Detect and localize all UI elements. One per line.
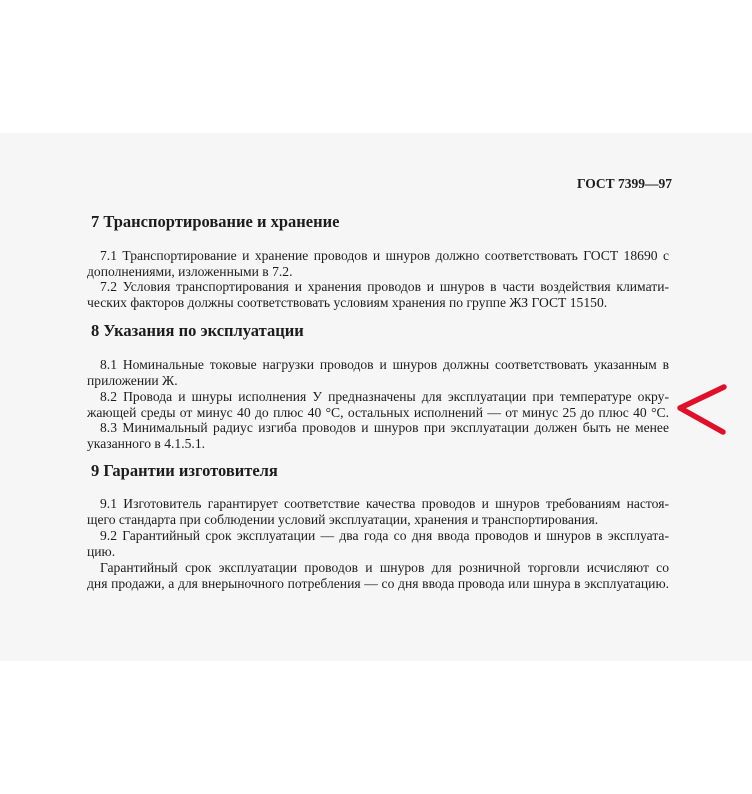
paragraph-line: 9.1 Изготовитель гарантирует соответствие качества проводов и шнуров требованиям настоя-	[100, 496, 669, 511]
paragraph-line: указанного в 4.1.5.1.	[87, 436, 206, 451]
paragraph-line: приложении Ж.	[87, 373, 178, 388]
paragraph-line: 8.1 Номинальные токовые нагрузки проводов и шнуров должны соответствовать указанным в	[100, 357, 669, 372]
paragraph-line: дня продажи, а для внерыночного потребления — со дня ввода провода или шнура в эксплуатацию.	[87, 576, 669, 591]
paragraph-7-1	[87, 248, 669, 280]
paragraph-line: жающей среды от минус 40 до плюс 40 °С, остальных исполнений — от минус 25 до плюс 40 °С.	[87, 405, 669, 420]
paragraph-7-2	[87, 279, 669, 311]
paragraph-8-1	[87, 357, 669, 389]
paragraph-line: щего стандарта при соблюдении условий эксплуатации, хранения и транспортирования.	[87, 512, 599, 527]
paragraph-line: 9.2 Гарантийный срок эксплуатации — два года со дня ввода проводов и шнуров в эксплуата-	[100, 528, 669, 543]
paragraph-line: ческих факторов должны соответствовать условиям хранения по группе ЖЗ ГОСТ 15150.	[87, 295, 608, 310]
paragraph-9-3	[87, 560, 669, 592]
section-8-heading: 8 Указания по эксплуатации	[91, 321, 304, 340]
section-7-heading: 7 Транспортирование и хранение	[91, 212, 340, 231]
paragraph-9-2	[87, 528, 669, 560]
paragraph-line: 7.1 Транспортирование и хранение проводов и шнуров должно соответствовать ГОСТ 18690 с	[100, 248, 669, 263]
paragraph-line: Гарантийный срок эксплуатации проводов и шнуров для розничной торговли исчисляют со	[100, 560, 669, 575]
paragraph-8-3	[87, 420, 669, 452]
section-9-heading: 9 Гарантии изготовителя	[91, 461, 278, 480]
paragraph-line: 8.3 Минимальный радиус изгиба проводов и шнуров при эксплуатации должен быть не менее	[100, 420, 669, 435]
paragraph-line: дополнениями, изложенными в 7.2.	[87, 264, 293, 279]
paragraph-line: 8.2 Провода и шнуры исполнения У предназначены для эксплуатации при температуре окру-	[100, 389, 669, 404]
chevron-left-icon	[672, 383, 728, 439]
paragraph-line: цию.	[87, 544, 116, 559]
paragraph-9-1	[87, 496, 669, 528]
paragraph-8-2	[87, 389, 669, 421]
paragraph-line: 7.2 Условия транспортирования и хранения проводов и шнуров в части воздействия климати-	[100, 279, 669, 294]
document-code: ГОСТ 7399—97	[576, 176, 672, 191]
